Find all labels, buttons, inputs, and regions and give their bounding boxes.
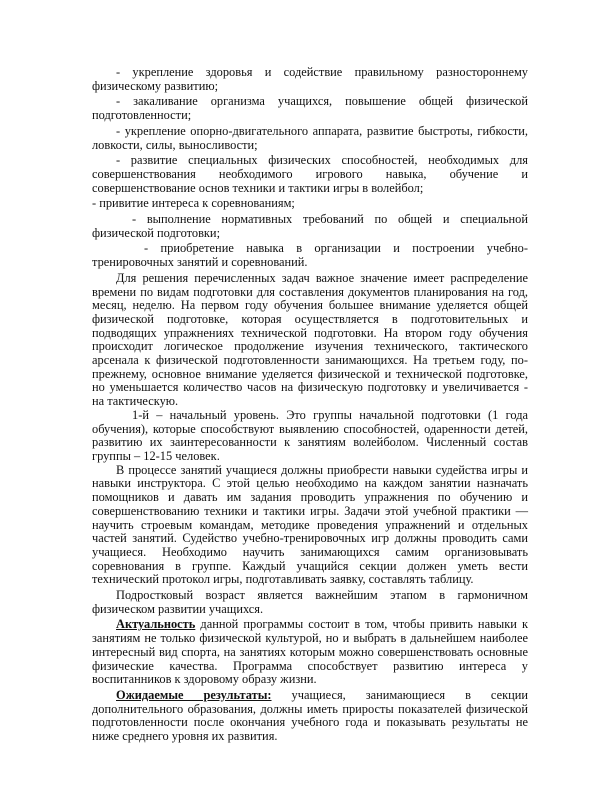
goal-item-health: - укрепление здоровья и содействие правильному разностороннему физическому развитию; bbox=[92, 65, 528, 93]
goal-item-organization: - приобретение навыка в организации и построении учебно-тренировочных занятий и соревнований. bbox=[92, 241, 528, 270]
expected-results-heading: Ожидаемые результаты: bbox=[116, 687, 272, 702]
paragraph-initial-level: 1-й – начальный уровень. Это группы начальной подготовки (1 года обучения), которые способствуют выявлению способностей, одаренности детей, развитию их заинтересованности к занятиям волейболом. Численный состав группы – 12-15 человек. bbox=[92, 407, 528, 463]
goal-item-hardening: - закаливание организма учащихся, повышение общей физической подготовленности; bbox=[92, 94, 528, 123]
goal-item-standards: - выполнение нормативных требований по общей и специальной физической подготовки; bbox=[92, 212, 528, 240]
paragraph-expected-results: Ожидаемые результаты: учащиеся, занимающиеся в секции дополнительного образования, должны иметь приросты показателей физической подготовленности после окончания учебного года и показывать результаты не ниже среднего уровня их развития. bbox=[92, 687, 528, 744]
goal-item-competition-interest: - привитие интереса к соревнованиям; bbox=[92, 196, 295, 211]
text-column bbox=[92, 66, 528, 744]
goal-item-musculoskeletal: - укрепление опорно-двигательного аппарата, развитие быстроты, гибкости, ловкости, силы, выносливости; bbox=[92, 123, 528, 152]
paragraph-adolescence: Подростковый возраст является важнейшим этапом в гармоничном физическом развитии учащихся. bbox=[92, 588, 528, 616]
relevance-heading: Актуальность bbox=[116, 617, 196, 632]
paragraph-relevance: Актуальность данной программы состоит в том, чтобы привить навыки к занятиям не только физической культурой, но и выбрать в дальнейшем наиболее интересный вид спорта, на занятиях которым можно совершенствовать основные физические качества. Программа способствует развитию интереса у воспитанников к здоровому образу жизни. bbox=[92, 617, 528, 687]
paragraph-refereeing: В процессе занятий учащиеся должны приобрести навыки судейства игры и навыки инструктора. С этой целью необходимо на каждом занятии назначать помощников и давать им задания проводить упражнения по обучению и совершенствованию техники и тактики игры. Задачи этой учебной практики — научить строевым командам, методике проведения упражнений и отдельных частей занятий. Судейство учебно-тренировочных игр должны проводить сами учащиеся. Необходимо научить занимающихся самим организовывать соревнования в группе. Каждый учащийся секции должен уметь вести технический протокол игры, подготавливать заявку, составлять таблицу. bbox=[92, 462, 528, 587]
goal-item-special-abilities: - развитие специальных физических способностей, необходимых для совершенствования необходимого игрового навыка, обучение и совершенствование основ техники и тактики игры в волейбол; bbox=[92, 153, 528, 195]
paragraph-planning: Для решения перечисленных задач важное значение имеет распределение времени по видам подготовки для составления документов планирования на год, месяц, неделю. На первом году обучения большее внимание уделяется общей физической подготовке, которая осуществляется в подготовительных и подводящих упражнениях технической подготовки. На втором году обучения происходит логическое продолжение изучения технического, тактического арсенала к физической подготовленности занимающихся. На третьем году, по-прежнему, основное внимание уделяется физической и технической подготовке, но уменьшается количество часов на физическую подготовку и увеличивается - на тактическую. bbox=[92, 270, 528, 409]
